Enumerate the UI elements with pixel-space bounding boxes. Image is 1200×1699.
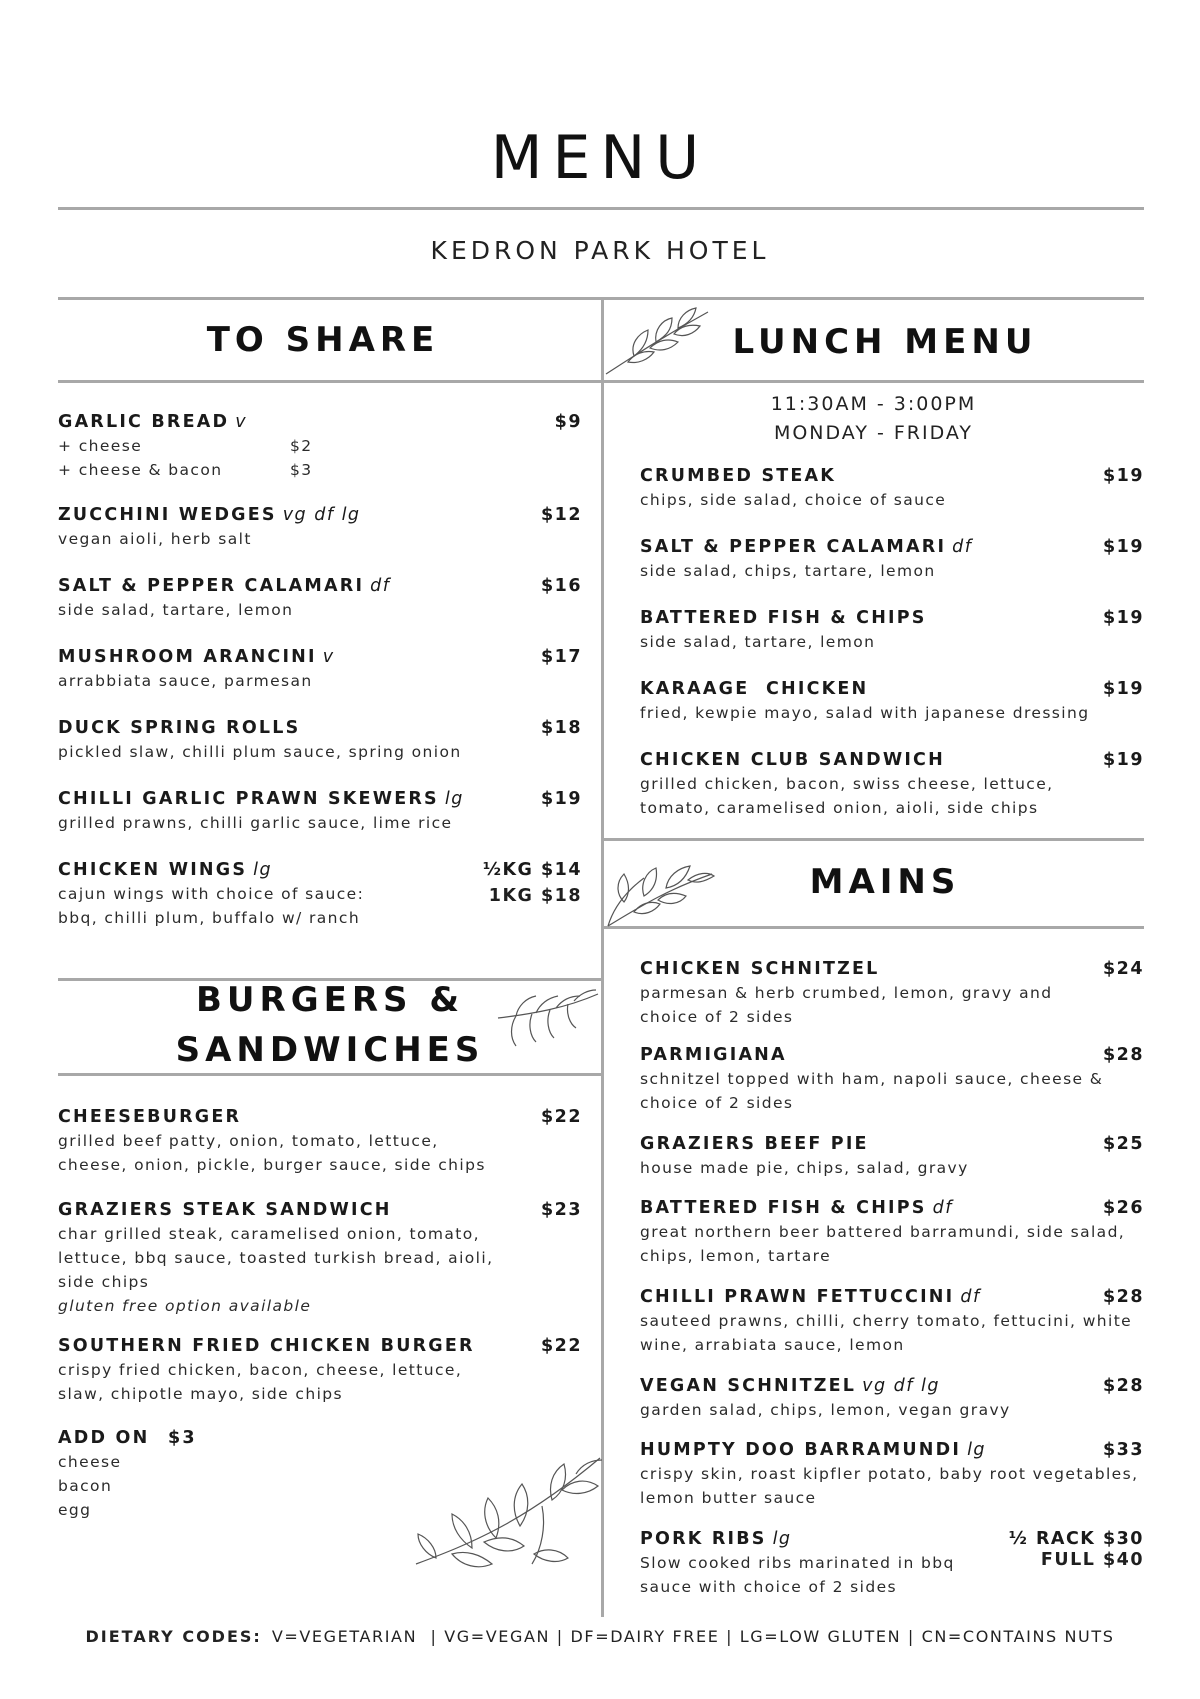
dietary-tag: v (235, 412, 248, 432)
item-description: choice of 2 sides (640, 1008, 794, 1026)
menu-item (640, 1285, 1144, 1357)
item-name: CRUMBED STEAK (640, 466, 837, 486)
item-name: BATTERED FISH & CHIPS (640, 608, 927, 628)
menu-item (640, 957, 1144, 1029)
item-name: CHICKEN SCHNITZEL (640, 959, 880, 979)
add-on-block (58, 1426, 258, 1522)
item-price: $19 (1102, 608, 1144, 628)
leaf-sprig-icon (604, 306, 714, 378)
item-name: PORK RIBS (640, 1529, 767, 1549)
dietary-tag: lg (967, 1440, 987, 1460)
item-description: pickled slaw, chilli plum sauce, spring onion (58, 743, 462, 761)
add-on-option: egg (58, 1501, 92, 1519)
item-name: SALT & PEPPER CALAMARI (640, 537, 947, 557)
extra-price: $2 (290, 437, 313, 455)
item-description: lemon butter sauce (640, 1489, 817, 1507)
menu-item (640, 606, 1144, 654)
item-description: Slow cooked ribs marinated in bbq (640, 1554, 955, 1572)
item-price: $18 (540, 718, 582, 738)
menu-item (58, 645, 582, 693)
lunch-head-rule (603, 380, 1144, 383)
item-note: gluten free option available (58, 1297, 312, 1315)
menu-item (58, 1334, 582, 1406)
item-price: $28 (1102, 1287, 1144, 1307)
mains-heading: MAINS (809, 862, 961, 902)
menu-item (58, 716, 582, 764)
dietary-tag: df (370, 576, 391, 596)
item-name: CHICKEN CLUB SANDWICH (640, 750, 945, 770)
item-description: parmesan & herb crumbed, lemon, gravy and (640, 984, 1053, 1002)
dietary-codes (0, 1627, 1200, 1646)
venue-name: KEDRON PARK HOTEL (430, 236, 770, 265)
item-price: ½KG $14 (482, 860, 582, 880)
menu-item (640, 1438, 1144, 1510)
item-description: grilled beef patty, onion, tomato, lettuce, (58, 1132, 439, 1150)
item-name: GARLIC BREAD (58, 412, 230, 432)
item-description: lettuce, bbq sauce, toasted turkish bread, aioli, (58, 1249, 494, 1267)
menu-item (58, 574, 582, 622)
item-price: $23 (540, 1200, 582, 1220)
item-extra (58, 458, 582, 482)
dietary-codes-label: DIETARY CODES: (85, 1627, 262, 1646)
add-on-label: ADD ON (58, 1428, 150, 1448)
item-name: HUMPTY DOO BARRAMUNDI (640, 1440, 962, 1460)
item-description: side chips (58, 1273, 150, 1291)
add-on-price: $3 (168, 1428, 197, 1448)
item-description: cheese, onion, pickle, burger sauce, side chips (58, 1156, 486, 1174)
item-description: garden salad, chips, lemon, vegan gravy (640, 1401, 1011, 1419)
menu-item (640, 748, 1144, 820)
burgers-head-rule (58, 1073, 603, 1076)
item-price: $28 (1102, 1376, 1144, 1396)
menu-item (640, 677, 1144, 725)
item-price: $22 (540, 1336, 582, 1356)
item-price: $16 (540, 576, 582, 596)
item-description: chips, side salad, choice of sauce (640, 491, 947, 509)
menu-item (58, 858, 582, 930)
item-description: side salad, chips, tartare, lemon (640, 562, 936, 580)
to-share-head-rule (58, 380, 603, 383)
item-description: grilled prawns, chilli garlic sauce, lime rice (58, 814, 453, 832)
item-price-alt: 1KG $18 (488, 886, 582, 906)
item-price: $19 (540, 789, 582, 809)
item-price: $9 (554, 412, 582, 432)
item-price: $22 (540, 1107, 582, 1127)
item-description: wine, arrabiata sauce, lemon (640, 1336, 905, 1354)
item-description: great northern beer battered barramundi, side salad, (640, 1223, 1126, 1241)
dietary-tag: lg (444, 789, 464, 809)
item-name: DUCK SPRING ROLLS (58, 718, 301, 738)
dietary-tag: vg df lg (862, 1376, 940, 1396)
item-description: side salad, tartare, lemon (640, 633, 876, 651)
extra-label: + cheese & bacon (58, 461, 223, 479)
item-price: $28 (1102, 1045, 1144, 1065)
item-description: house made pie, chips, salad, gravy (640, 1159, 969, 1177)
item-name: SOUTHERN FRIED CHICKEN BURGER (58, 1336, 475, 1356)
item-description: side salad, tartare, lemon (58, 601, 294, 619)
item-description: vegan aioli, herb salt (58, 530, 252, 548)
item-name: CHILLI PRAWN FETTUCCINI (640, 1287, 955, 1307)
item-description: crispy skin, roast kipfler potato, baby root vegetables, (640, 1465, 1139, 1483)
item-description: tomato, caramelised onion, aioli, side chips (640, 799, 1039, 817)
menu-item (640, 1196, 1144, 1268)
item-description: choice of 2 sides (640, 1094, 794, 1112)
item-description: sauteed prawns, chilli, cherry tomato, fettucini, white (640, 1312, 1133, 1330)
dietary-tag: v (322, 647, 335, 667)
leaf-sprig-icon (412, 1450, 604, 1574)
item-name: GRAZIERS BEEF PIE (640, 1134, 869, 1154)
dietary-tag: vg df lg (282, 505, 361, 525)
lunch-days: MONDAY - FRIDAY (773, 422, 974, 444)
menu-item (58, 410, 582, 482)
menu-item (58, 503, 582, 551)
menu-item (640, 1527, 1144, 1599)
mains-top-rule (603, 838, 1144, 841)
burgers-heading-line1: BURGERS & (196, 980, 464, 1020)
item-description: char grilled steak, caramelised onion, tomato, (58, 1225, 480, 1243)
dietary-tag: df (960, 1287, 981, 1307)
title-divider (58, 207, 1144, 210)
to-share-heading: TO SHARE (206, 320, 440, 360)
item-description: crispy fried chicken, bacon, cheese, lettuce, (58, 1361, 463, 1379)
dietary-tag: lg (253, 860, 273, 880)
item-price: $19 (1102, 679, 1144, 699)
add-on-option: cheese (58, 1453, 122, 1471)
item-price: $19 (1102, 537, 1144, 557)
item-name: SALT & PEPPER CALAMARI (58, 576, 365, 596)
item-description: cajun wings with choice of sauce: (58, 885, 365, 903)
menu-item (58, 1198, 582, 1318)
item-description: bbq, chilli plum, buffalo w/ ranch (58, 909, 361, 927)
item-price: $12 (540, 505, 582, 525)
menu-item (640, 1043, 1144, 1115)
item-price: $25 (1102, 1134, 1144, 1154)
lunch-heading: LUNCH MENU (732, 322, 1038, 362)
item-price: $33 (1102, 1440, 1144, 1460)
menu-item (640, 1132, 1144, 1180)
dietary-tag: lg (772, 1529, 792, 1549)
item-price: $24 (1102, 959, 1144, 979)
menu-item (58, 1105, 582, 1177)
item-name: KARAAGE CHICKEN (640, 679, 869, 699)
item-price: $19 (1102, 750, 1144, 770)
item-name: ZUCCHINI WEDGES (58, 505, 277, 525)
add-on-option: bacon (58, 1477, 113, 1495)
dietary-tag: df (952, 537, 973, 557)
item-name: CHICKEN WINGS (58, 860, 248, 880)
menu-item (58, 787, 582, 835)
item-price: $26 (1102, 1198, 1144, 1218)
lunch-hours: 11:30AM - 3:00PM (770, 393, 977, 415)
item-extra (58, 434, 582, 458)
item-description: schnitzel topped with ham, napoli sauce, cheese & (640, 1070, 1104, 1088)
item-name: VEGAN SCHNITZEL (640, 1376, 857, 1396)
item-description: fried, kewpie mayo, salad with japanese dressing (640, 704, 1090, 722)
dietary-codes-list: V=VEGETARIAN | VG=VEGAN | DF=DAIRY FREE | LG=LOW GLUTEN | CN=CONTAINS NUTS (271, 1627, 1115, 1646)
menu-item (640, 535, 1144, 583)
extra-label: + cheese (58, 437, 143, 455)
item-description: sauce with choice of 2 sides (640, 1578, 898, 1596)
item-description: grilled chicken, bacon, swiss cheese, lettuce, (640, 775, 1054, 793)
extra-price: $3 (290, 461, 313, 479)
item-description: slaw, chipotle mayo, side chips (58, 1385, 343, 1403)
item-price: $19 (1102, 466, 1144, 486)
leaf-sprig-icon (496, 984, 600, 1052)
item-price-alt: FULL $40 (1040, 1550, 1144, 1570)
item-name: PARMIGIANA (640, 1045, 787, 1065)
menu-item (640, 464, 1144, 512)
item-price: ½ RACK $30 (1008, 1529, 1144, 1549)
item-description: arrabbiata sauce, parmesan (58, 672, 313, 690)
item-name: BATTERED FISH & CHIPS (640, 1198, 927, 1218)
item-price: $17 (540, 647, 582, 667)
dietary-tag: df (932, 1198, 953, 1218)
item-name: CHEESEBURGER (58, 1107, 242, 1127)
item-name: CHILLI GARLIC PRAWN SKEWERS (58, 789, 439, 809)
column-divider (601, 297, 604, 1617)
item-name: GRAZIERS STEAK SANDWICH (58, 1200, 392, 1220)
item-name: MUSHROOM ARANCINI (58, 647, 317, 667)
item-description: chips, lemon, tartare (640, 1247, 832, 1265)
leaf-sprig-icon (604, 850, 716, 930)
menu-title: MENU (490, 123, 710, 193)
burgers-heading-line2: SANDWICHES (175, 1030, 485, 1070)
menu-item (640, 1374, 1144, 1422)
